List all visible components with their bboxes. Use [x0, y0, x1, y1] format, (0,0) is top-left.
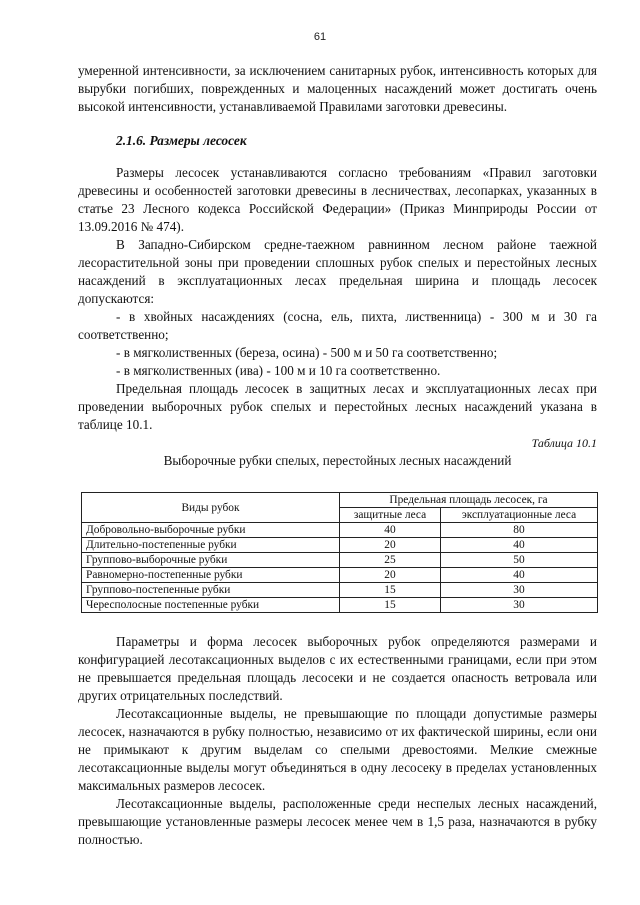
row-name: Группово-постепенные рубки — [82, 583, 340, 598]
section-heading: 2.1.6. Размеры лесосек — [116, 133, 247, 148]
paragraph: Предельная площадь лесосек в защитных лесах и эксплуатационных лесах при проведении выборочных рубок спелых и перестойных лесных насаждений указана в таблице 10.1. — [78, 381, 597, 432]
table-label: Таблица 10.1 — [531, 436, 597, 450]
paragraph: Размеры лесосек устанавливаются согласно требованиям «Правил заготовки древесины и особенностей заготовки древесины в лесничествах, лесопарках, указанных в статье 23 Лесного кодекса Российской Федерации» (Приказ Минприроды России от 13.09.2016 № 474). — [78, 165, 597, 234]
table-row — [82, 538, 598, 553]
table-row — [82, 598, 598, 613]
row-name: Длительно-постепенные рубки — [82, 538, 340, 553]
row-name: Чересполосные постепенные рубки — [82, 598, 340, 613]
page-number: 61 — [313, 31, 327, 43]
row-protective: 20 — [340, 538, 441, 553]
paragraph: Параметры и форма лесосек выборочных рубок определяются размерами и конфигурацией лесотаксационных выделов с их естественными границами, если при этом не превышается предельная площадь лесосеки и не создается опасность ветровала или других отрицательных последствий. — [78, 634, 597, 703]
row-protective: 40 — [340, 523, 441, 538]
cutting-area-table — [81, 492, 598, 613]
row-exploitation: 40 — [441, 568, 598, 583]
row-name: Группово-выборочные рубки — [82, 553, 340, 568]
column-header-protective: защитные леса — [340, 508, 441, 523]
table-row — [82, 583, 598, 598]
intro-paragraph: умеренной интенсивности, за исключением санитарных рубок, интенсивность которых для вырубки погибших, поврежденных и малоценных насаждений может достигать очень высокой интенсивности, устанавливаемой Правилами заготовки древесины. — [78, 63, 597, 114]
paragraph: Лесотаксационные выделы, не превышающие по площади допустимые размеры лесосек, назначаются в рубку полностью, независимо от их фактической ширины, если они не примыкают к другим выделам со спелыми древостоями. Мелкие смежные лесотаксационные выделы могут объединяться в одну лесосеку в пределах установленных максимальных размеров лесосек. — [78, 706, 597, 793]
list-item: - в мягколиственных (ива) - 100 м и 10 га соответственно. — [116, 363, 441, 378]
table-title: Выборочные рубки спелых, перестойных лесных насаждений — [163, 453, 512, 468]
row-protective: 15 — [340, 598, 441, 613]
table-row — [82, 568, 598, 583]
text-after-table — [78, 633, 597, 849]
row-exploitation: 40 — [441, 538, 598, 553]
row-exploitation: 50 — [441, 553, 598, 568]
row-exploitation: 30 — [441, 583, 598, 598]
list-item: - в хвойных насаждениях (сосна, ель, пихта, лиственница) - 300 м и 30 га соответственно; — [78, 309, 597, 342]
table-row — [82, 523, 598, 538]
row-protective: 25 — [340, 553, 441, 568]
column-header-exploitation: эксплуатационные леса — [441, 508, 598, 523]
page-content — [78, 62, 597, 849]
column-header-type: Виды рубок — [82, 493, 340, 523]
column-header-group: Предельная площадь лесосек, га — [340, 493, 598, 508]
paragraph: В Западно-Сибирском средне-таежном равнинном лесном районе таежной лесорастительной зоны при проведении сплошных рубок спелых и перестойных лесных насаждений в эксплуатационных лесах предельная ширина и площадь лесосек допускаются: — [78, 237, 597, 306]
paragraph: Лесотаксационные выделы, расположенные среди неспелых лесных насаждений, превышающие установленные размеры лесосек менее чем в 1,5 раза, назначаются в рубку полностью. — [78, 796, 597, 847]
row-exploitation: 80 — [441, 523, 598, 538]
row-exploitation: 30 — [441, 598, 598, 613]
row-protective: 20 — [340, 568, 441, 583]
list-item: - в мягколиственных (береза, осина) - 500 м и 50 га соответственно; — [116, 345, 498, 360]
row-name: Равномерно-постепенные рубки — [82, 568, 340, 583]
table-row — [82, 553, 598, 568]
row-protective: 15 — [340, 583, 441, 598]
row-name: Добровольно-выборочные рубки — [82, 523, 340, 538]
